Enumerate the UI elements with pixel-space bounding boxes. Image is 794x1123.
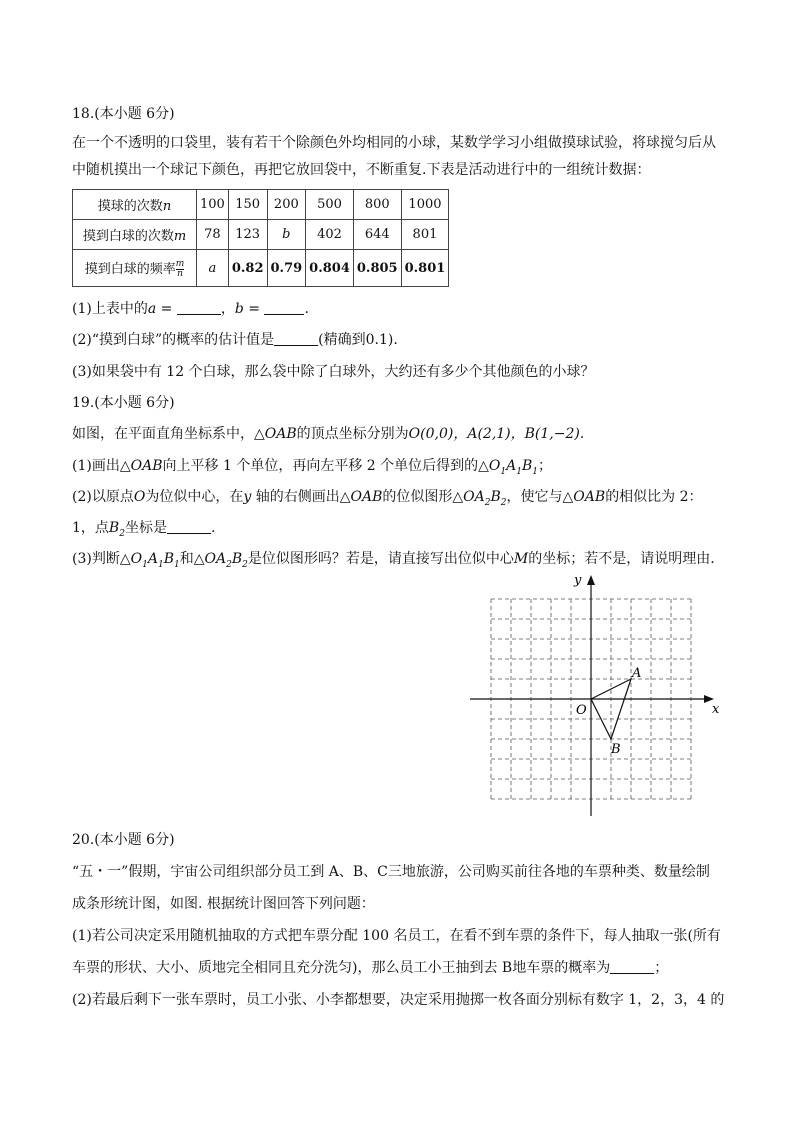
row-header bbox=[73, 190, 197, 220]
table-cell: b bbox=[267, 220, 306, 250]
triangle-oab bbox=[591, 679, 631, 739]
text: 是位似图形吗？若是，请直接写出位似中心 bbox=[247, 551, 514, 567]
origin-label: O bbox=[576, 703, 587, 718]
answer-blank[interactable] bbox=[610, 959, 654, 974]
text: 如图，在平面直角坐标系中， bbox=[72, 426, 254, 442]
table-cell: 200 bbox=[267, 190, 306, 220]
table-cell: 0.79 bbox=[267, 250, 306, 287]
fraction-numerator: m bbox=[175, 258, 185, 269]
text: (1)上表中的 bbox=[72, 301, 148, 317]
row-header bbox=[73, 220, 197, 250]
q19-part1: (1)画出△OAB向上平移 1 个单位，再向左平移 2 个单位后得到的$\triangle O_1A_1B_1$； bbox=[72, 458, 553, 477]
var: $OA_2B_2$ bbox=[463, 489, 507, 508]
var: $O_1A_1B_1$ bbox=[130, 551, 180, 570]
table-cell: 0.804 bbox=[306, 250, 354, 287]
var-a: a bbox=[147, 301, 157, 317]
text: 的顶点坐标分别为 bbox=[296, 426, 409, 442]
var: OAB bbox=[573, 489, 606, 505]
table-cell: 644 bbox=[353, 220, 401, 250]
y-axis-label: y bbox=[574, 573, 582, 588]
text: . bbox=[304, 301, 309, 317]
text: 1，点 bbox=[72, 520, 109, 536]
fraction bbox=[176, 260, 185, 279]
q19-part2 bbox=[72, 487, 703, 513]
q20-line4 bbox=[72, 958, 668, 978]
answer-blank[interactable] bbox=[167, 519, 211, 534]
triangle-symbol: △ bbox=[562, 489, 574, 505]
var: OAB bbox=[130, 458, 163, 474]
table-cell: 0.805 bbox=[353, 250, 401, 287]
table-cell: 801 bbox=[401, 220, 449, 250]
text: 坐标是 bbox=[124, 520, 167, 536]
y-axis-arrow-icon bbox=[587, 575, 595, 585]
row-var: n bbox=[162, 199, 172, 214]
triangle-symbol: △ bbox=[119, 458, 131, 474]
triangle-symbol: △ bbox=[478, 458, 489, 474]
var: $B_2$ bbox=[108, 520, 125, 539]
q19-intro bbox=[72, 424, 584, 444]
triangle-symbol: △ bbox=[452, 489, 464, 505]
table-cell: 500 bbox=[306, 190, 354, 220]
triangle-symbol: △ bbox=[119, 551, 131, 567]
answer-blank-b[interactable] bbox=[264, 300, 304, 315]
text: (1)画出 bbox=[72, 458, 120, 474]
text: (3)判断 bbox=[72, 551, 120, 567]
var-b: b bbox=[234, 301, 244, 317]
var: M bbox=[513, 551, 529, 567]
answer-blank[interactable] bbox=[274, 331, 318, 346]
var: OAB bbox=[264, 426, 297, 442]
table-row bbox=[73, 190, 449, 220]
table-cell: 0.82 bbox=[228, 250, 267, 287]
triangle-symbol: △ bbox=[193, 551, 205, 567]
text: 轴的右侧画出 bbox=[251, 489, 340, 505]
text: 的相似比为 2： bbox=[605, 489, 703, 505]
x-axis-label: x bbox=[712, 702, 720, 717]
text: 车票的形状、大小、质地完全相同且充分洗匀)，那么员工小王抽到去 B地车票的概率为 bbox=[72, 960, 611, 976]
var: OAB bbox=[350, 489, 383, 505]
stat-table bbox=[72, 189, 449, 287]
fraction-denominator: n bbox=[177, 268, 183, 279]
q18-part2 bbox=[72, 330, 398, 350]
point-b-label: B bbox=[611, 742, 621, 757]
row-label: 摸到白球的次数 bbox=[82, 229, 174, 244]
table-cell: 800 bbox=[353, 190, 401, 220]
triangle-symbol: △ bbox=[339, 489, 351, 505]
coords: O(0,0)，A(2,1)，B(1,−2). bbox=[408, 426, 585, 442]
q18-part1 bbox=[72, 299, 309, 319]
text: = bbox=[156, 301, 177, 317]
q18-part3: (3)如果袋中有 12 个白球，那么袋中除了白球外，大约还有多少个其他颜色的小球？ bbox=[72, 364, 595, 380]
q20-line3: (1)若公司决定采用随机抽取的方式把车票分配 100 名员工，在看不到车票的条件下，每人抽取一张(所有 bbox=[72, 928, 721, 944]
row-label: 摸球的次数 bbox=[97, 199, 163, 214]
var: $OA_2B_2$ bbox=[204, 551, 248, 570]
q20-header: 20.(本小题 6分) bbox=[72, 832, 175, 848]
table-row bbox=[73, 220, 449, 250]
text: (精确到0.1). bbox=[318, 332, 398, 348]
table-cell: 402 bbox=[306, 220, 354, 250]
text: = bbox=[243, 301, 265, 317]
q18-header: 18.(本小题 6分) bbox=[72, 106, 175, 122]
answer-blank-a[interactable] bbox=[177, 300, 221, 315]
table-cell: 100 bbox=[197, 190, 229, 220]
row-header bbox=[73, 250, 197, 287]
text: 为位似中心，在 bbox=[145, 489, 244, 505]
text: 的坐标；若不是，请说明理由. bbox=[528, 551, 715, 567]
text: 和 bbox=[179, 551, 194, 567]
var: y bbox=[243, 489, 252, 505]
table-cell: 150 bbox=[228, 190, 267, 220]
q20-line1: “五・一”假期，宇宙公司组织部分员工到 A、B、C三地旅游，公司购买前往各地的车票种类、数量绘制 bbox=[72, 864, 710, 880]
q18-intro-line2: 中随机摸出一个球记下颜色，再把它放回袋中，不断重复.下表是活动进行中的一组统计数据： bbox=[72, 162, 651, 178]
text: ，使它与 bbox=[506, 489, 563, 505]
q19-header: 19.(本小题 6分) bbox=[72, 395, 175, 411]
var: $O_1A_1B_1$ bbox=[488, 458, 539, 477]
table-cell: a bbox=[197, 250, 229, 287]
q18-intro-line1: 在一个不透明的口袋里，装有若干个除颜色外均相同的小球，某数学学习小组做摸球试验，将球搅匀后从 bbox=[72, 135, 716, 151]
text: 的位似图形 bbox=[382, 489, 453, 505]
text: 向上平移 1 个单位，再向左平移 2 个单位后得到的 bbox=[162, 458, 479, 474]
row-label: 摸到白球的频率 bbox=[84, 261, 176, 277]
text: (2)“摸到白球”的概率的估计值是 bbox=[72, 332, 275, 348]
q20-line2: 成条形统计图，如图. 根据统计图回答下列问题： bbox=[72, 896, 375, 912]
table-cell: 123 bbox=[228, 220, 267, 250]
text: (2)以原点 bbox=[72, 489, 134, 505]
row-var: m bbox=[173, 229, 187, 244]
triangle-symbol: △ bbox=[254, 426, 265, 442]
point-a-label: A bbox=[632, 666, 642, 681]
text: ； bbox=[654, 960, 669, 976]
var: O bbox=[133, 489, 146, 505]
table-cell: 1000 bbox=[401, 190, 449, 220]
table-cell: 78 bbox=[197, 220, 229, 250]
q19-part2-line2: 1，点$B_2$坐标是 . bbox=[72, 520, 216, 539]
table-cell: 0.801 bbox=[401, 250, 449, 287]
table-row bbox=[73, 250, 449, 287]
q20-line5: (2)若最后剩下一张车票时，员工小张、小李都想要，决定采用抛掷一枚各面分别标有数字 1，2，3，4 的 bbox=[72, 992, 725, 1008]
coordinate-grid-figure bbox=[460, 566, 730, 828]
text: ， bbox=[220, 301, 235, 317]
